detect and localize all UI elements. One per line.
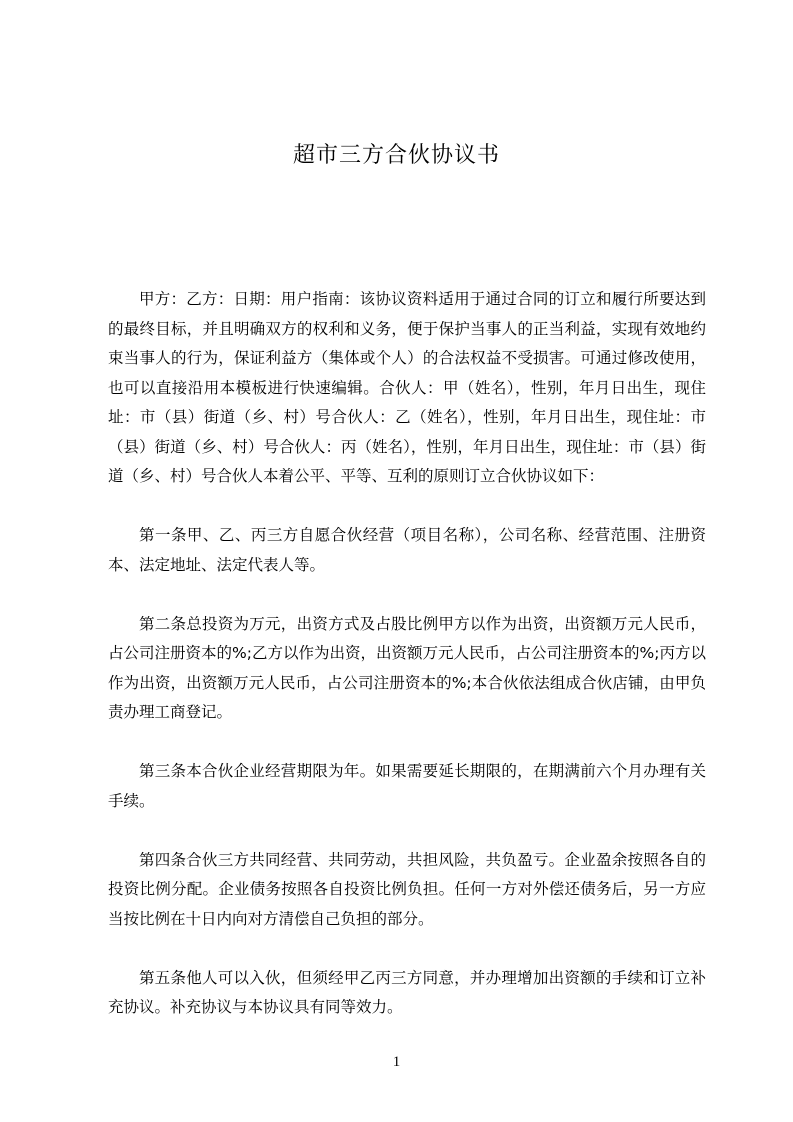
- paragraph-article-5: 第五条他人可以入伙，但须经甲乙丙三方同意，并办理增加出资额的手续和订立补充协议。补充协议与本协议具有同等效力。: [108, 968, 706, 1016]
- paragraph-article-4: 第四条合伙三方共同经营、共同劳动，共担风险，共负盈亏。企业盈余按照各自的投资比例分配。企业债务按照各自投资比例负担。任何一方对外偿还债务后，另一方应当按比例在十日内向对方清偿自己负担的部分。: [108, 850, 706, 928]
- paragraph-article-3: 第三条本合伙企业经营期限为年。如果需要延长期限的，在期满前六个月办理有关手续。: [108, 762, 706, 810]
- page-title: 超市三方合伙协议书: [292, 143, 500, 168]
- paragraph-article-1: 第一条甲、乙、丙三方自愿合伙经营（项目名称），公司名称、经营范围、注册资本、法定地址、法定代表人等。: [108, 526, 706, 574]
- paragraph-preamble: 甲方：乙方：日期：用户指南：该协议资料适用于通过合同的订立和履行所要达到的最终目标，并且明确双方的权利和义务，便于保护当事人的正当利益，实现有效地约束当事人的行为，保证利益方（集体或个人）的合法权益不受损害。可通过修改使用，也可以直接沿用本模板进行快速编辑。合伙人：甲（姓名），性别，年月日出生，现住址：市（县）街道（乡、村）号合伙人：乙（姓名），性别，年月日出生，现住址：市（县）街道（乡、村）号合伙人：丙（姓名），性别，年月日出生，现住址：市（县）街道（乡、村）号合伙人本着公平、平等、互利的原则订立合伙协议如下：: [108, 290, 706, 485]
- document-body: [108, 285, 706, 1052]
- paragraph-article-2: 第二条总投资为万元，出资方式及占股比例甲方以作为出资，出资额万元人民币，占公司注册资本的%;乙方以作为出资，出资额万元人民币，占公司注册资本的%;丙方以作为出资，出资额万元人民币，占公司注册资本的%;本合伙依法组成合伙店铺，由甲负责办理工商登记。: [108, 614, 706, 721]
- page-number: 1: [392, 1054, 401, 1070]
